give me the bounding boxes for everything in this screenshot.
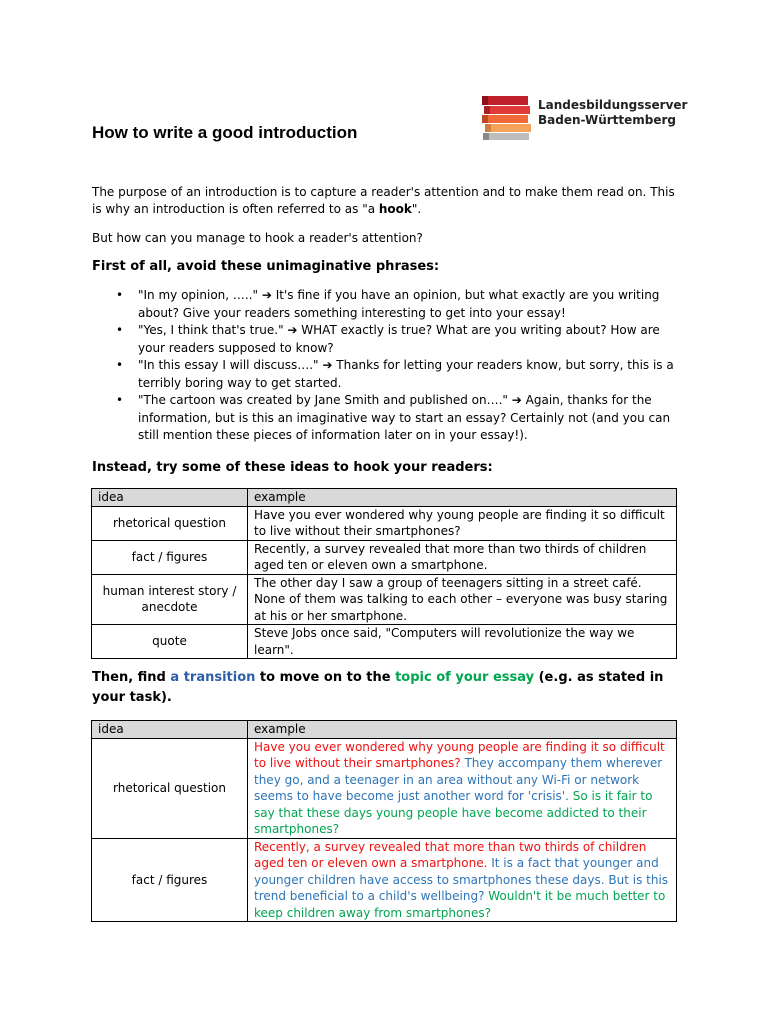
hook-text: Recently, a survey revealed that more than two thirds of children aged ten or eleven own a smartphone.	[254, 839, 647, 870]
table-row	[92, 625, 677, 659]
avoid-list	[92, 287, 682, 445]
intro-paragraph-2: But how can you manage to hook a reader's attention?	[92, 231, 423, 245]
arrow-right-icon: ➔	[287, 323, 298, 337]
example-cell	[248, 838, 677, 922]
idea-cell: fact / figures	[92, 540, 248, 574]
hook-ideas-table	[91, 488, 677, 659]
hook-text: Have you ever wondered why young people are finding it so difficult to live without their smartphones?	[254, 739, 665, 770]
intro-text-end: ".	[411, 202, 422, 216]
column-header-example: example	[248, 721, 677, 739]
example-cell: Steve Jobs once said, "Computers will revolutionize the way we learn".	[248, 625, 677, 659]
logo-line2: Baden-Württemberg	[538, 113, 677, 127]
topic-label: topic of your essay	[395, 670, 535, 685]
table-row	[92, 506, 677, 540]
table-row	[92, 838, 677, 922]
example-cell: The other day I saw a group of teenagers sitting in a street café. None of them was talking to each other – everyone was busy staring at his or her smartphone.	[248, 574, 677, 625]
phrase: "In my opinion, ….."	[138, 288, 262, 302]
topic-text: Wouldn't it be much better to keep children away from smartphones?	[254, 889, 666, 920]
phrase: "Yes, I think that's true."	[138, 323, 288, 337]
idea-cell: rhetorical question	[92, 738, 248, 838]
table-row	[92, 540, 677, 574]
idea-cell: rhetorical question	[92, 506, 248, 540]
list-item	[92, 357, 682, 392]
comment: WHAT exactly is true? What are you writing about? How are your readers supposed to know?	[138, 323, 660, 355]
page-title: How to write a good introduction	[92, 123, 358, 142]
intro-text: The purpose of an introduction is to capture a reader's attention and to make them read on. This is why an introduction is often referred to as "a	[92, 185, 675, 216]
idea-cell: fact / figures	[92, 838, 248, 922]
example-cell: Have you ever wondered why young people are finding it so difficult to live without their smartphones?	[248, 506, 677, 540]
example-cell: Recently, a survey revealed that more than two thirds of children aged ten or eleven own a smartphone.	[248, 540, 677, 574]
transition-label: a transition	[170, 670, 256, 685]
column-header-idea: idea	[92, 721, 248, 739]
transition-table	[91, 720, 677, 922]
heading-instead: Instead, try some of these ideas to hook your readers:	[92, 460, 493, 475]
heading-then	[92, 668, 682, 708]
idea-cell: quote	[92, 625, 248, 659]
logo	[480, 92, 688, 142]
phrase: "In this essay I will discuss…."	[138, 358, 323, 372]
list-item	[92, 287, 682, 322]
idea-cell: human interest story / anecdote	[92, 574, 248, 625]
comment: Again, thanks for the information, but is this an imaginative way to start an essay? Certainly not (and you can still mention these pieces of information later on in your essay!).	[138, 393, 671, 442]
heading-then-text-3: (e.g. as stated in your task).	[92, 670, 664, 705]
intro-paragraph-1	[92, 184, 682, 218]
arrow-right-icon: ➔	[322, 358, 333, 372]
heading-avoid: First of all, avoid these unimaginative phrases:	[92, 259, 440, 274]
logo-text	[538, 98, 687, 128]
logo-line1: Landesbildungsserver	[538, 98, 688, 112]
hook-word: hook	[378, 202, 412, 216]
table-header-row	[92, 721, 677, 739]
table-row	[92, 574, 677, 625]
table-header-row	[92, 489, 677, 507]
transition-text: It is a fact that younger and younger children have access to smartphones these days. But is this trend beneficial to a child's wellbeing?	[254, 856, 669, 903]
books-logo-icon	[480, 92, 536, 142]
heading-then-text-2: to move on to the	[255, 670, 396, 685]
comment: Thanks for letting your readers know, but sorry, this is a terribly boring way to get started.	[138, 358, 674, 390]
list-item	[92, 392, 682, 445]
arrow-right-icon: ➔	[261, 288, 272, 302]
topic-text: So is it fair to say that these days young people have become addicted to their smartphones?	[254, 789, 653, 836]
arrow-right-icon: ➔	[511, 393, 522, 407]
example-cell	[248, 738, 677, 838]
table-row	[92, 738, 677, 838]
column-header-idea: idea	[92, 489, 248, 507]
phrase: "The cartoon was created by Jane Smith and published on…."	[138, 393, 512, 407]
heading-then-text: Then, find	[92, 670, 171, 685]
column-header-example: example	[248, 489, 677, 507]
transition-text: They accompany them wherever they go, and a teenager in an area without any Wi-Fi or network seems to have become just another word for 'crisis'.	[254, 756, 663, 803]
comment: It's fine if you have an opinion, but what exactly are you writing about? Give your readers something interesting to get into your essay!	[138, 288, 660, 320]
list-item	[92, 322, 682, 357]
